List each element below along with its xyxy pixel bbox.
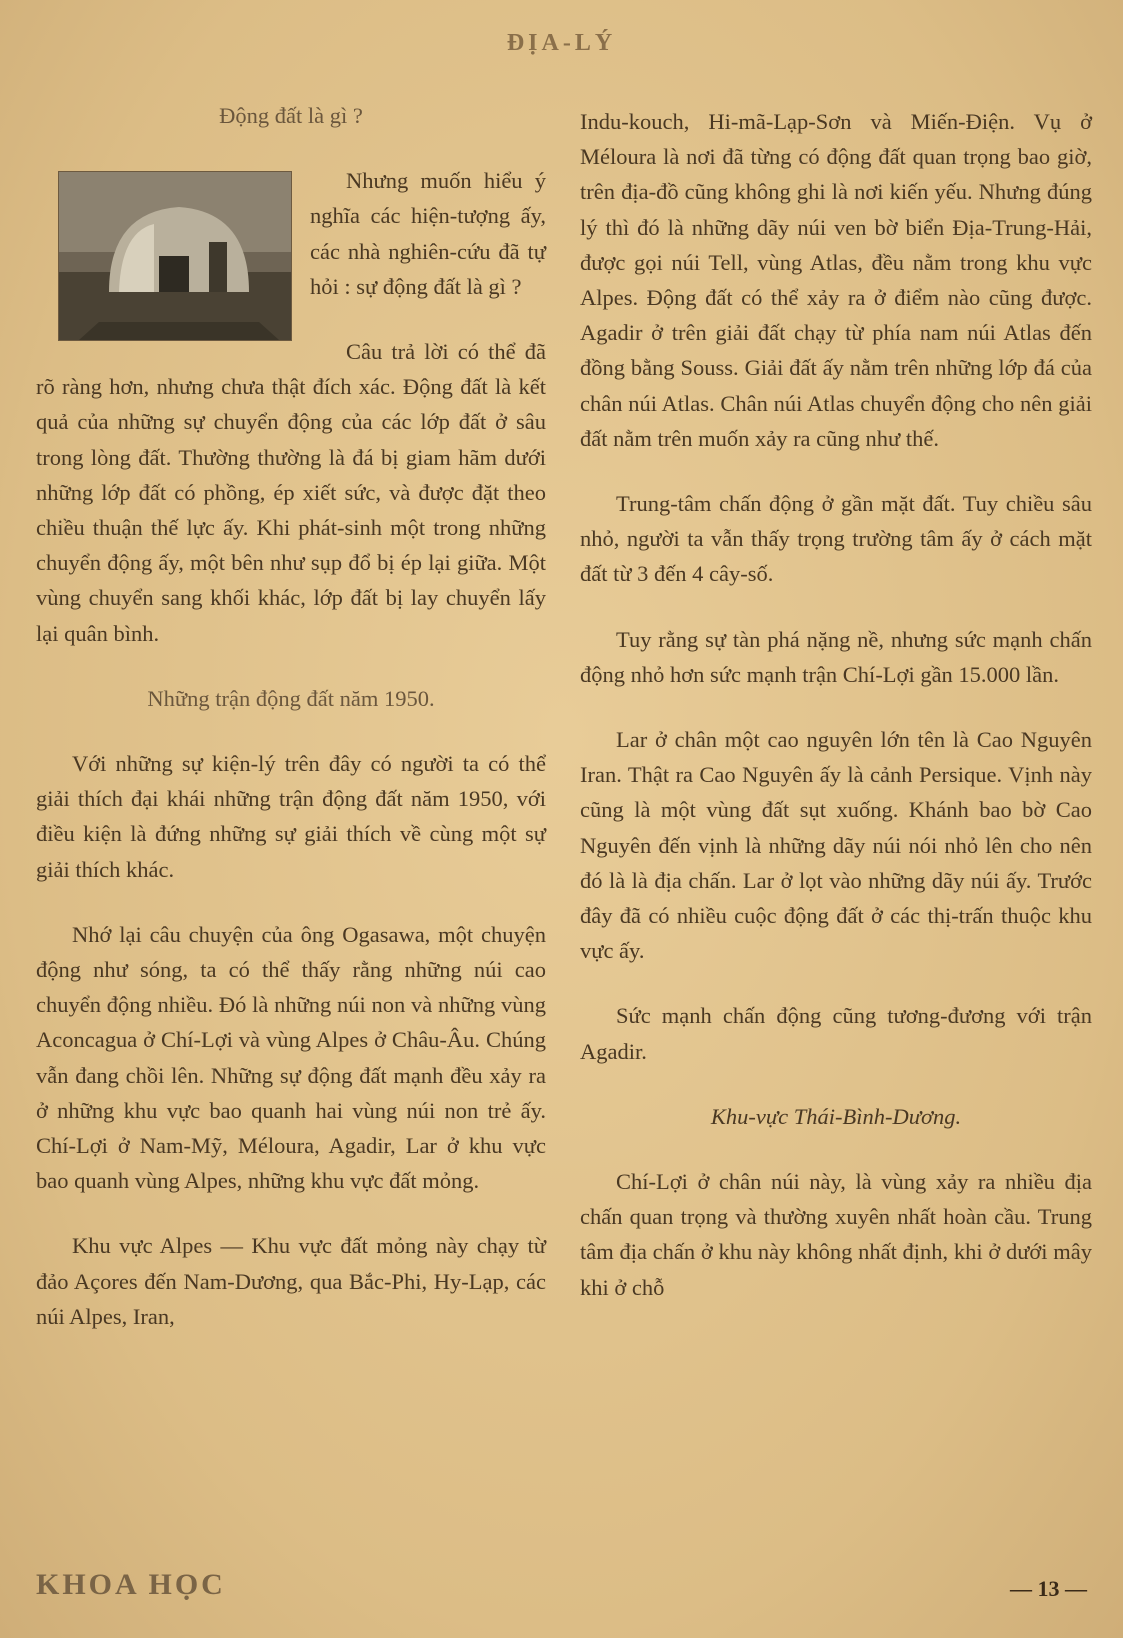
alpes-paragraph: Khu vực Alpes — Khu vực đất mỏng này chạy từ đảo Açores đến Nam-Dương, qua Bắc-Phi, Hy-Lạp, các núi Alpes, Iran, bbox=[36, 1233, 546, 1329]
right-column bbox=[580, 104, 1092, 1335]
intro-paragraph: Nhưng muốn hiểu ý nghĩa các hiện-tượng ấy, các nhà nghiên-cứu đã tự hỏi : sự động đất là gì ? bbox=[310, 168, 546, 299]
lar-paragraph: Lar ở chân một cao nguyên lớn tên là Cao Nguyên Iran. Thật ra Cao Nguyên ấy là cảnh Persique. Vịnh này cũng là một vùng đất sụt xuống. Khánh bao bờ Cao Nguyên đến vịnh là những dãy núi nói nhỏ lên cho nên đó là là địa chấn. Lar ở lọt vào những dãy núi ấy. Trước đây đã có nhiều cuộc động đất ở các thị-trấn thuộc khu vực ấy. bbox=[580, 727, 1092, 964]
running-title: ĐỊA-LÝ bbox=[506, 30, 617, 56]
magazine-name: KHOA HỌC bbox=[36, 1568, 226, 1601]
agadir-comparison-paragraph: Sức mạnh chấn động cũng tương-đương với trận Agadir. bbox=[580, 1003, 1092, 1064]
page-number: — 13 — bbox=[1010, 1576, 1087, 1601]
chile-paragraph: Chí-Lợi ở chân núi này, là vùng xảy ra nhiều địa chấn quan trọng và thường xuyên nhất hoàn cầu. Trung tâm địa chấn ở khu này không nhất định, khi ở dưới mây khi ở chỗ bbox=[580, 1169, 1092, 1300]
mountains-paragraph: Nhớ lại câu chuyện của ông Ogasawa, một chuyện động như sóng, ta có thể thấy rằng những núi cao chuyển động nhiều. Đó là những núi non và những vùng Aconcagua ở Chí-Lợi và vùng Alpes ở Châu-Âu. Chúng vẫn đang chồi lên. Những sự động đất mạnh đều xảy ra ở những khu vực bao quanh hai vùng núi non trẻ ấy. Chí-Lợi ở Nam-Mỹ, Méloura, Agadir, Lar ở khu vực bao quanh vùng Alpes, những khu vực đất mỏng. bbox=[36, 921, 546, 1194]
magnitude-paragraph: Tuy rằng sự tàn phá nặng nề, nhưng sức mạnh chấn động nhỏ hơn sức mạnh trận Chí-Lợi gần 15.000 lần. bbox=[580, 626, 1092, 687]
epicenter-paragraph: Trung-tâm chấn động ở gần mặt đất. Tuy chiều sâu nhỏ, người ta vẫn thấy trọng trường tâm ấy ở cách mặt đất từ 3 đến 4 cây-số. bbox=[580, 491, 1092, 587]
section-title: Động đất là gì ? bbox=[219, 103, 363, 128]
subsection-title-pacific: Khu-vực Thái-Bình-Dương. bbox=[710, 1103, 962, 1129]
explanation-paragraph: Với những sự kiện-lý trên đây có người ta có thể giải thích đại khái những trận động đất năm 1950, với điều kiện là đứng những sự giải thích về cùng một sự giải thích khác. bbox=[36, 751, 546, 882]
left-column bbox=[36, 98, 546, 1364]
definition-paragraph: Câu trả lời có thể đã rõ ràng hơn, nhưng chưa thật đích xác. Động đất là kết quả của những sự chuyển động của các lớp đất ở sâu trong lòng đất. Thường thường là đá bị giam hãm dưới những lớp đất có phồng, ép xiết sức, và được đặt theo chiều thuận thế lực ấy. Khi phát-sinh một trong những chuyển động ấy, một bên như sụp đổ bị ép lại giữa. Một vùng chuyển sang khối khác, lớp đất bị lay chuyển lấy lại quân bình. bbox=[36, 339, 546, 646]
subsection-title-1950: Những trận động đất năm 1950. bbox=[147, 685, 435, 711]
earthquake-dome-photo bbox=[58, 171, 292, 341]
meloura-paragraph: Indu-kouch, Hi-mã-Lạp-Sơn và Miến-Điện. Vụ ở Méloura là nơi đã từng có động đất quan trọng bao giờ, trên địa-đồ cũng không ghi là nơi kiến yếu. Nhưng đúng lý thì đó là những dãy núi ven bờ biển Địa-Trung-Hải, được gọi núi Tell, vùng Atlas, đều nằm trong khu vực Alpes. Động đất có thể xảy ra ở điểm nào cũng được. Agadir ở trên giải đất chạy từ phía nam núi Atlas đến đồng bằng Souss. Giải đất ấy nằm trên những lớp đá của chân núi Atlas. Chân núi Atlas chuyển động cho nên giải đất nằm trên muốn xảy ra cũng như thế. bbox=[580, 109, 1092, 451]
